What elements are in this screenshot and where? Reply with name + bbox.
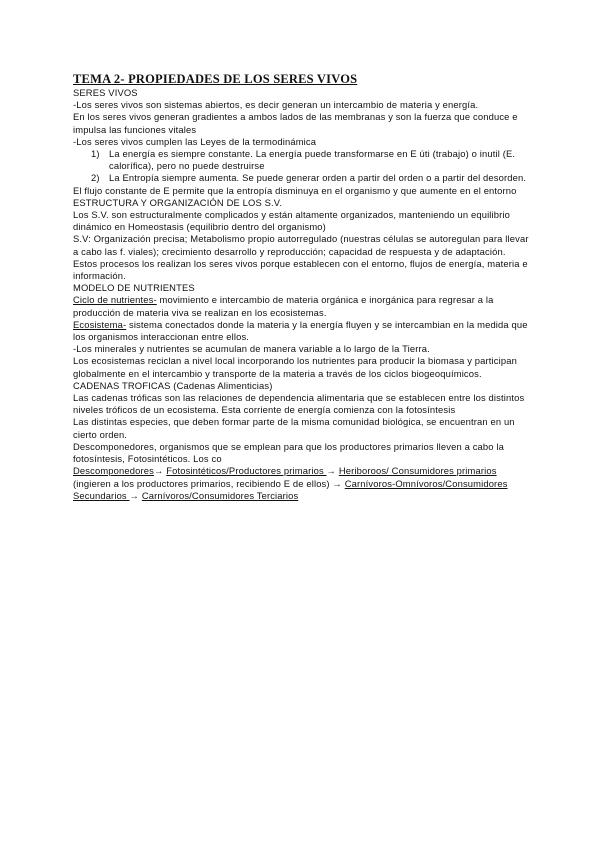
paragraph: -Los seres vivos cumplen las Leyes de la termodinámica <box>73 135 317 147</box>
paragraph: Estos procesos los realizan los seres vivos porque establecen con el entorno, flujos de energía, materia e información. <box>73 257 528 282</box>
heading-estructura: ESTRUCTURA Y ORGANIZACIÓN DE LOS S.V. <box>73 196 283 208</box>
item-text: La energía es siempre constante. La energía puede transformarse en E úti (trabajo) o inutil (E. calorífica), pero no puede destruirse <box>109 148 516 172</box>
numbered-item <box>91 172 531 184</box>
chain-arrow: → <box>153 465 167 477</box>
paragraph: Descomponedores, organismos que se emplean para que los productores primarios lleven a cabo la fotosíntesis, Fotosintéticos. Los co <box>73 440 504 465</box>
document-body <box>73 72 531 502</box>
paragraph <box>73 294 531 318</box>
term-ciclo: Ciclo de nutrientes- <box>73 294 157 306</box>
item-text: La Entropía siempre aumenta. Se puede generar orden a partir del orden o a partir del desorden. <box>109 172 527 184</box>
chain-step: Carnívoros-Omnívoros/Consumidores Secundarios <box>73 477 508 501</box>
chain-step: Carnívoros/Consumidores Terciarios <box>141 489 299 501</box>
item-number: 1) <box>91 148 100 160</box>
paragraph <box>73 319 531 343</box>
chain-note: (ingieren a los productores primarios, recibiendo E de ellos) <box>73 477 333 489</box>
chain-arrow: → <box>326 465 339 477</box>
paragraph: En los seres vivos generan gradientes a ambos lados de las membranas y son la fuerza que conduce e impulsa las funciones vitales <box>73 111 518 135</box>
paragraph: Las distintas especies, que deben formar parte de la misma comunidad biológica, se encuentran en un cierto orden. <box>73 416 515 440</box>
paragraph: Las cadenas tróficas son las relaciones de dependencia alimentaria que se establecen entre los distintos niveles tróficos de un ecosistema. Esta corriente de energía comienza con la fotosíntesis <box>73 392 525 416</box>
heading-modelo-nutrientes: MODELO DE NUTRIENTES <box>73 282 195 294</box>
heading-seres-vivos: SERES VIVOS <box>73 87 138 98</box>
chain-arrow: → <box>332 477 342 489</box>
heading-cadenas-troficas: CADENAS TROFICAS (Cadenas Alimenticias) <box>73 379 273 391</box>
trophic-chain <box>73 465 531 502</box>
paragraph: El flujo constante de E permite que la entropía disminuya en el organismo y que aumente en el entorno <box>73 184 517 196</box>
term-ecosistema: Ecosistema- <box>73 318 127 330</box>
chain-arrow: → <box>129 489 142 501</box>
numbered-item <box>91 148 531 172</box>
paragraph: Los ecosistemas reciclan a nivel local incorporando los nutrientes para producir la biomasa y participan globalmente en el intercambio y transporte de la materia a través de los ciclos biogeoquímicos. <box>73 355 517 379</box>
definition-ciclo: movimiento e intercambio de materia orgánica e inorgánica para regresar a la producción de materia viva se realizan en los ecosistemas. <box>73 294 494 318</box>
paragraph: -Los minerales y nutrientes se acumulan de manera variable a lo largo de la Tierra. <box>73 343 430 355</box>
item-number: 2) <box>91 172 100 184</box>
paragraph: -Los seres vivos son sistemas abiertos, es decir generan un intercambio de materia y energía. <box>73 99 479 111</box>
chain-step: Heriboroos/ Consumidores primarios <box>338 465 497 477</box>
document-title: TEMA 2- PROPIEDADES DE LOS SERES VIVOS <box>73 72 358 86</box>
paragraph: S.V: Organización precisa; Metabolismo propio autorregulado (nuestras células se autoregulan para llevar a cabo las f. viales); crecimiento desarrollo y reproducción; capacidad de respuesta y de adaptación. <box>73 233 529 257</box>
chain-step: Fotosintéticos/Productores primarios <box>166 465 327 477</box>
paragraph: Los S.V. son estructuralmente complicados y están altamente organizados, manteniendo un equilibrio dinámico en Homeostasis (equilibrio dentro del organismo) <box>73 209 510 233</box>
definition-ecosistema: sistema conectados donde la materia y la energía fluyen y se intercambian en la medida que los organismos interaccionan entre ellos. <box>73 318 528 343</box>
chain-step: Descomponedores <box>73 465 154 477</box>
